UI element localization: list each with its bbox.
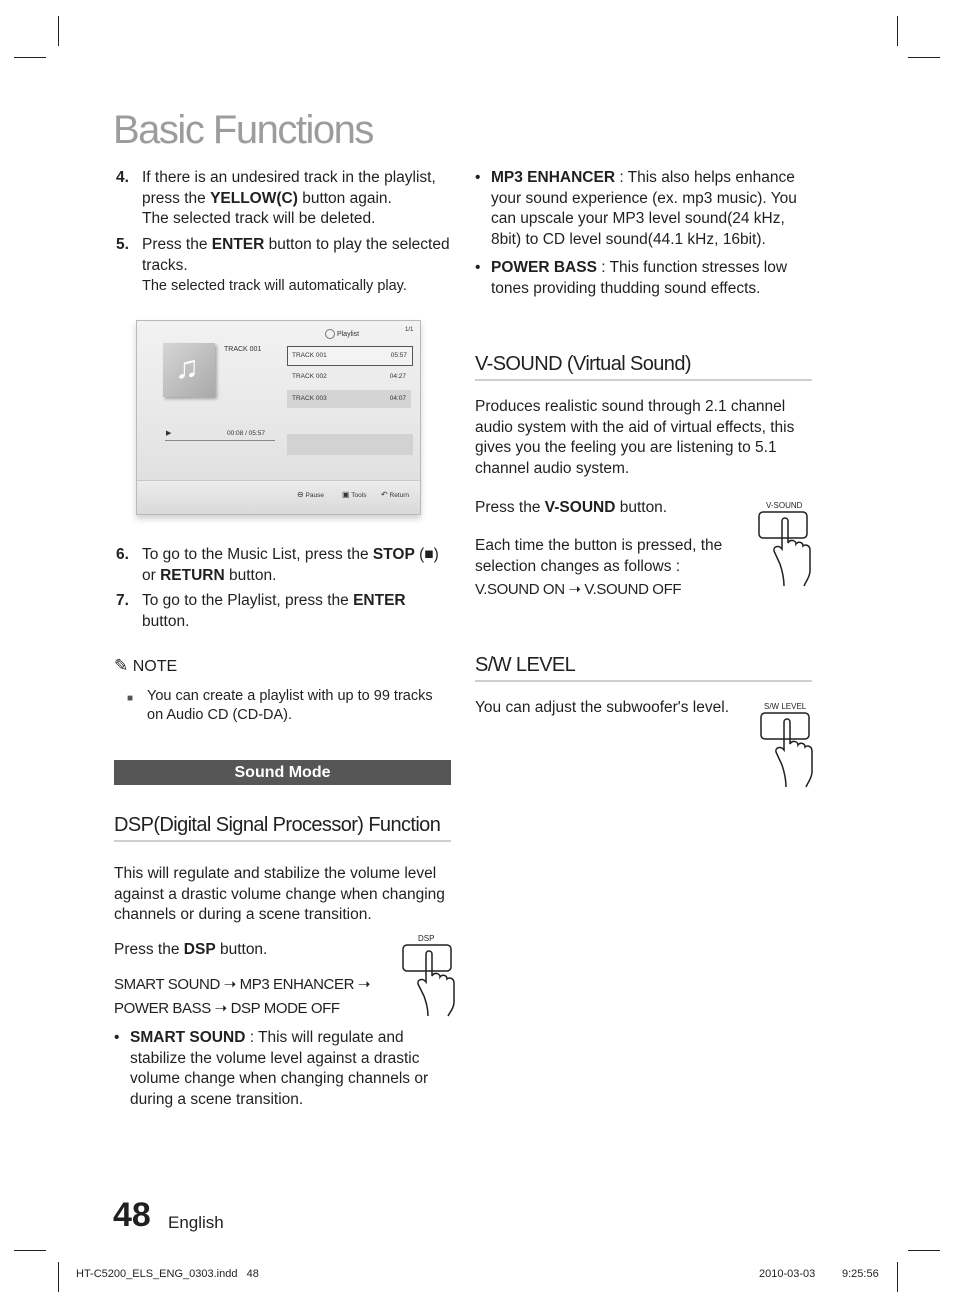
step-7: 7. To go to the Playlist, press the ENTER button. [116,592,406,630]
key-yellow: YELLOW(C) [210,189,298,207]
crop-mark [14,1250,46,1251]
hand-pressing-button-icon [758,710,816,788]
vsound-flow: V.SOUND ON ➝ V.SOUND OFF [475,581,682,598]
play-time: 00:08 / 05:57 [227,430,265,437]
screen-control-bar [137,480,420,514]
smart-sound-bullet: • SMART SOUND : This will regulate and stabilize the volume level against a drastic volume change when changing channels or during a scene transition. [130,1028,450,1110]
track-item[interactable]: TRACK 003 04:07 [287,390,411,408]
dsp-press: Press the DSP button. [114,941,268,958]
vsound-press: Press the V-SOUND button. [475,499,668,516]
square-bullet-icon: ■ [127,693,134,704]
step-4: 4. If there is an undesired track in the playlist, press the YELLOW(C) button again. The selected track will be deleted. [116,169,436,227]
footer-time: 9:25:56 [842,1268,879,1280]
key-dsp: DSP [183,941,216,958]
pencil-icon: ✎ [114,656,129,675]
progress-bar [165,440,275,441]
key-return: RETURN [160,566,225,584]
key-power-bass: POWER BASS [491,259,597,276]
page-number: 48 [113,1196,151,1234]
vsound-each-time: Each time the button is pressed, the selection changes as follows : [475,537,723,575]
vsound-button-label: V-SOUND [766,501,803,510]
hand-pressing-button-icon [400,942,458,1017]
step-6: 6. To go to the Music List, press the STOP (■) or RETURN button. [116,546,439,584]
mp3-enhancer-bullet: • MP3 ENHANCER : This also helps enhance your sound experience (ex. mp3 music). You can upscale your MP3 level sound(24 kHz, 8bit) to CD level sound(44.1 kHz, 16bit). [491,168,806,250]
crop-mark [14,57,46,58]
pause-button[interactable]: ⊖ Pause [297,490,324,499]
arrow-icon: ➝ [223,976,236,993]
current-track-label: TRACK 001 [224,346,262,353]
key-stop: STOP [372,546,415,563]
key-mp3-enhancer: MP3 ENHANCER [491,169,616,186]
key-smart-sound: SMART SOUND [130,1029,246,1046]
arrow-icon: ➝ [357,976,370,993]
arrow-icon: ➝ [214,1000,227,1017]
page-count: 1/1 [405,327,414,333]
tools-icon: ▣ [342,490,350,499]
crop-mark [58,16,59,46]
playlist-screen [136,320,421,515]
language-label: English [168,1213,224,1232]
step-5: 5. Press the ENTER button to play the selected tracks. The selected track will automatically play. [116,236,450,294]
vsound-intro: Produces realistic sound through 2.1 channel audio system with the aid of virtual effects, this gives you the feeling you are listening to 5.1 channel audio system. [475,398,795,477]
key-enter: ENTER [211,236,265,253]
key-vsound: V-SOUND [544,499,616,516]
return-button[interactable]: ↶ Return [381,490,410,499]
dsp-heading: DSP(Digital Signal Processor) Function [114,814,451,842]
playlist-header: Playlist [325,329,359,339]
step-number: 4. [116,169,129,186]
page-title: Basic Functions [113,108,373,152]
crop-mark [908,1250,940,1251]
note-heading: ✎ NOTE [114,656,178,675]
play-icon: ▶ [166,430,172,437]
swlevel-heading: S/W LEVEL [475,654,812,682]
swlevel-text: You can adjust the subwoofer's level. [475,699,729,716]
disc-icon [325,329,335,339]
track-item[interactable]: TRACK 002 04:27 [292,373,406,380]
key-enter: ENTER [353,592,406,609]
note-text: ■ You can create a playlist with up to 99 tracks on Audio CD (CD-DA). [127,688,433,723]
crop-mark [897,1262,898,1292]
step-number: 5. [116,236,129,253]
tools-button[interactable]: ▣ Tools [342,490,367,499]
dsp-button-label: DSP [418,934,435,943]
vsound-heading: V-SOUND (Virtual Sound) [475,353,812,381]
pause-icon: ⊖ [297,490,304,499]
footer-date: 2010-03-03 [759,1268,816,1280]
arrow-icon: ➝ [568,581,581,598]
swlevel-button-label: S/W LEVEL [764,702,807,711]
step-sub: The selected track will be deleted. [142,210,376,227]
step-number: 7. [116,592,129,609]
track-item[interactable]: TRACK 001 05:57 [287,346,413,366]
hand-pressing-button-icon [756,509,814,587]
dsp-intro: This will regulate and stabilize the volume level against a drastic volume change when changing channels or during a scene transition. [114,865,445,923]
power-bass-bullet: • POWER BASS : This function stresses low tones providing thudding sound effects. [491,258,801,299]
return-icon: ↶ [381,490,388,499]
step-number: 6. [116,546,129,563]
crop-mark [908,57,940,58]
sound-mode-bar: Sound Mode [114,760,451,785]
crop-mark [58,1262,59,1292]
step-sub: The selected track will automatically play. [142,278,407,294]
footer-file: HT-C5200_ELS_ENG_0303.indd 48 [76,1268,259,1280]
music-note-icon: ♫ [175,349,199,385]
dsp-flow-line2: POWER BASS ➝ DSP MODE OFF [114,1000,340,1017]
crop-mark [897,16,898,46]
album-art [163,343,215,397]
empty-track-slot [287,434,413,455]
dsp-flow-line1: SMART SOUND ➝ MP3 ENHANCER ➝ [114,976,370,993]
